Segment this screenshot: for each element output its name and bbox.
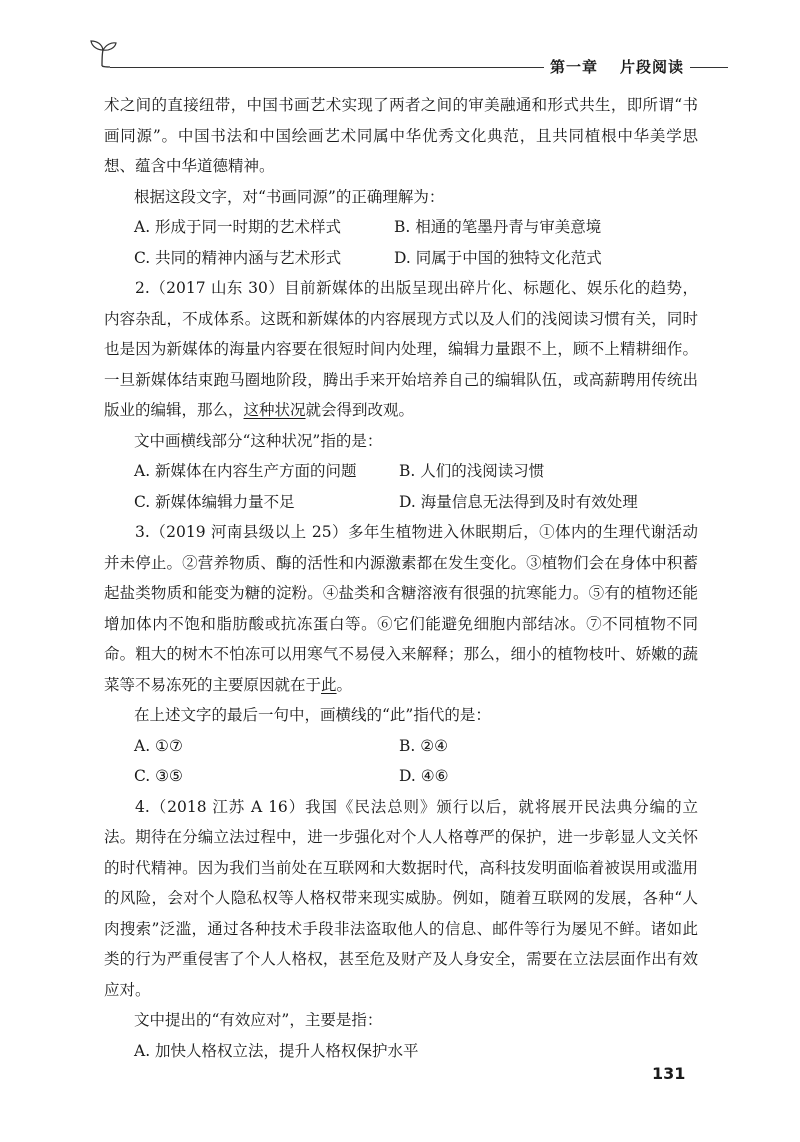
option: B. ②④	[399, 736, 449, 755]
chapter-title	[544, 56, 690, 77]
option: C. 共同的精神内涵与艺术形式	[134, 248, 342, 267]
chapter-number: 第一章	[549, 58, 598, 76]
passage1-text: 术之间的直接纽带，中国书画艺术实现了两者之间的审美融通和形式共生，即所谓“书画同源”。中国书法和中国绘画艺术同属中华优秀文化典范，且共同植根中华美学思想、蕴含中华道德精神。	[104, 96, 698, 175]
running-header	[88, 36, 728, 76]
q4-text: 4.（2018 江苏 A 16）我国《民法总则》颁行以后，就将展开民法典分编的立法。期待在分编立法过程中，进一步强化对个人人格尊严的保护，进一步彰显人文关怀的时代精神。因为我们当前处在互联网和大数据时代，高科技发明面临着被误用或滥用的风险，会对个人隐私权等人格权带来现实威胁。例如，随着互联网的发展，各种“人肉搜索”泛滥，通过各种技术手段非法盗取他人的信息、邮件等行为屡见不鲜。诸如此类的行为严重侵害了个人人格权，甚至危及财产及人身安全，需要在立法层面作出有效应对。	[104, 797, 698, 999]
q2-text	[104, 273, 698, 426]
passage1-options	[134, 212, 698, 273]
page-content	[104, 90, 698, 1066]
q2-text-before: 2.（2017 山东 30）目前新媒体的出版呈现出碎片化、标题化、娱乐化的趋势，内容杂乱，不成体系。这既和新媒体的内容展现方式以及人们的浅阅读习惯有关，同时也是因为新媒体的海量内容要在很短时间内处理，编辑力量跟不上，顾不上精耕细作。一旦新媒体结束跑马圈地阶段，腾出手来开始培养自己的编辑队伍，或高薪聘用传统出版业的编辑，那么，	[104, 279, 698, 419]
option: B. 人们的浅阅读习惯	[399, 462, 545, 480]
option: A. 形成于同一时期的艺术样式	[134, 218, 342, 236]
option: C. 新媒体编辑力量不足	[134, 492, 295, 511]
option: D. 海量信息无法得到及时有效处理	[399, 492, 638, 511]
passage1-question: 根据这段文字，对“书画同源”的正确理解为：	[134, 187, 445, 206]
q3-text	[104, 517, 698, 700]
option: D. ④⑥	[399, 767, 449, 785]
q3-text-before: 3.（2019 河南县级以上 25）多年生植物进入休眠期后，①体内的生理代谢活动并未停止。②营养物质、酶的活性和内源激素都在发生变化。③植物们会在身体中积蓄起盐类物质和能变为糖的淀粉。④盐类和含糖溶液有很强的抗寒能力。⑤有的植物还能增加体内不饱和脂肪酸或抗冻蛋白等。⑥它们能避免细胞内部结冰。⑦不同植物不同命。粗大的树木不怕冻可以用寒气不易侵入来解释；那么，细小的植物枝叶、娇嫩的蔬菜等不易冻死的主要原因就在于	[104, 523, 698, 694]
q4-question: 文中提出的“有效应对”，主要是指：	[134, 1011, 383, 1029]
q2-options	[134, 456, 698, 517]
option: C. ③⑤	[134, 767, 183, 785]
option: A. ①⑦	[134, 736, 183, 755]
q2-underlined: 这种状况	[243, 401, 306, 419]
page-number: 131	[652, 1064, 686, 1083]
q3-question: 在上述文字的最后一句中，画横线的“此”指代的是：	[134, 706, 491, 724]
q3-options	[134, 731, 698, 792]
q2-question: 文中画横线部分“这种状况”指的是：	[134, 431, 383, 450]
option: B. 相通的笔墨丹青与审美意境	[394, 218, 602, 236]
sprout-icon	[88, 36, 118, 68]
q3-underlined: 此	[321, 675, 337, 694]
option: A. 新媒体在内容生产方面的问题	[134, 462, 357, 480]
q2-text-after: 就会得到改观。	[305, 401, 415, 419]
q4-options	[134, 1036, 698, 1067]
section-title: 片段阅读	[619, 58, 684, 76]
option: D. 同属于中国的独特文化范式	[394, 248, 602, 267]
option: A. 加快人格权立法，提升人格权保护水平	[134, 1041, 419, 1060]
q3-text-after: 。	[336, 675, 353, 694]
